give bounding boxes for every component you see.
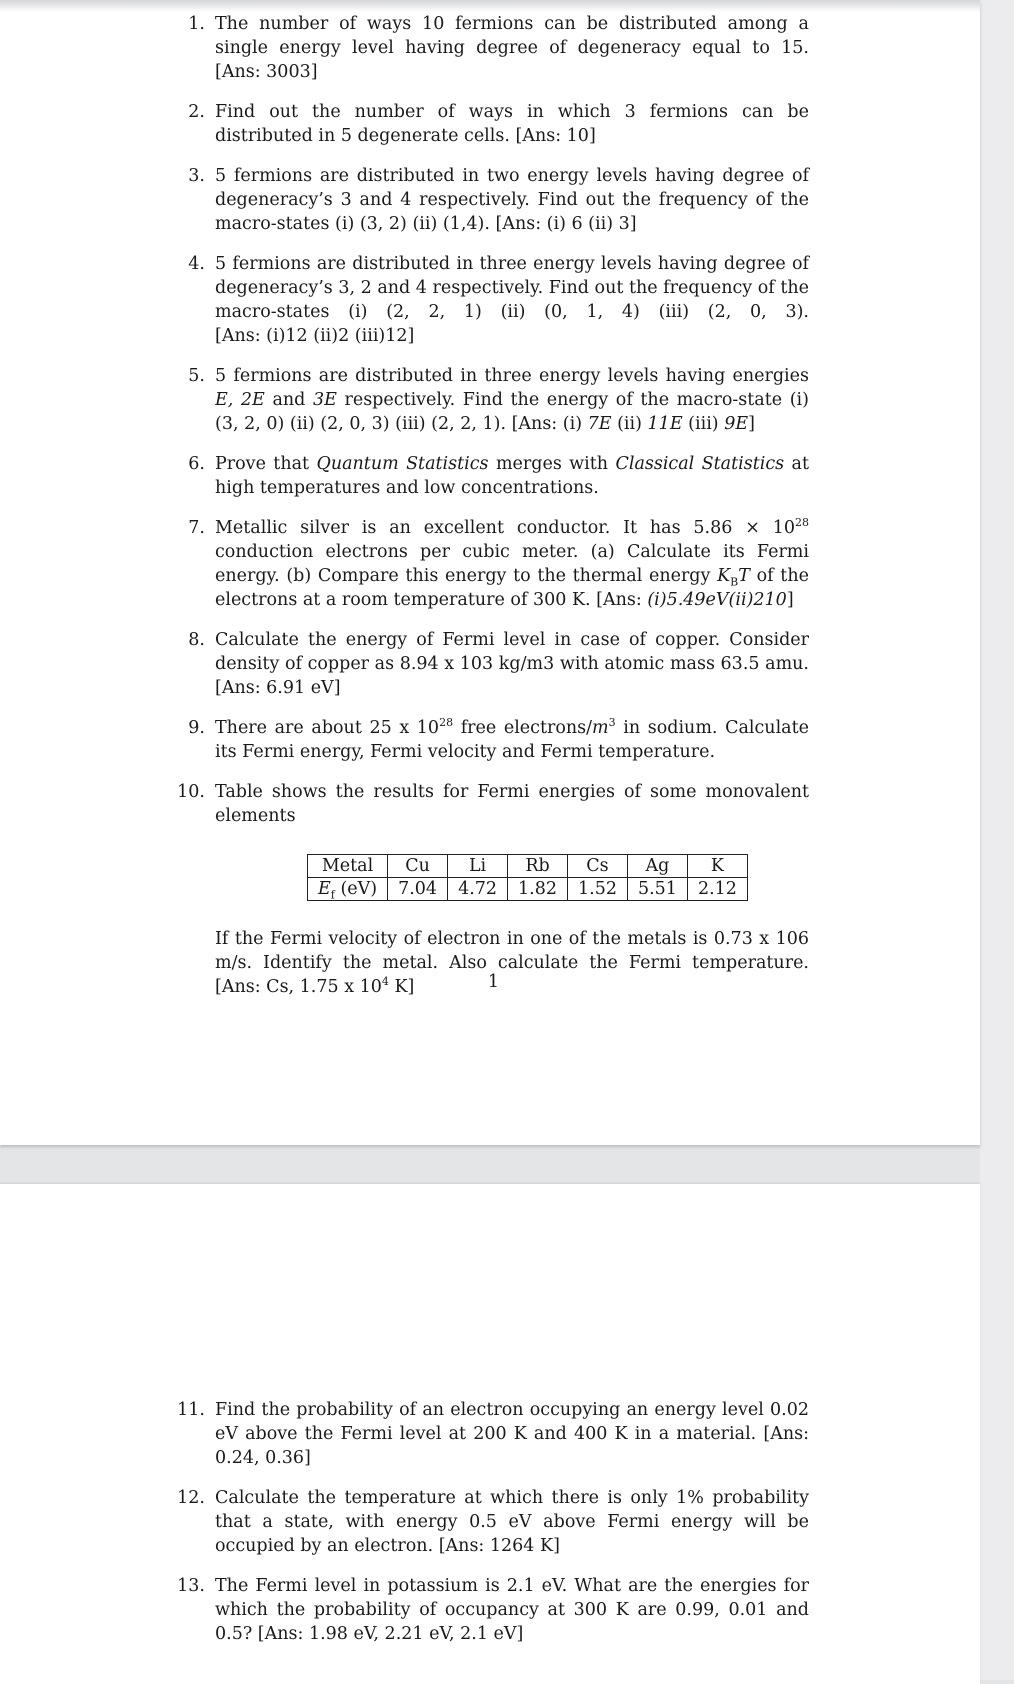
problem-item <box>175 452 809 500</box>
problem-answer: [Ans: 10] <box>515 126 596 146</box>
problem-text: Prove that <box>215 454 310 474</box>
table-row <box>308 878 748 901</box>
page-number: 1 <box>487 972 500 992</box>
problem-item <box>175 252 809 348</box>
problem-text: in sodium. Calculate its Fermi energy, Fermi velocity and Fermi temperature. <box>215 718 809 762</box>
problem-text: and <box>272 390 306 410</box>
subscript: B <box>730 575 739 589</box>
problem-text: Calculate the energy of Fermi level in case of copper. Consider density of copper as 8.94 x 103 kg/m3 with atomic mass 63.5 amu. <box>215 630 809 674</box>
problem-text: Table shows the results for Fermi energies of some monovalent elements <box>215 782 809 826</box>
problem-item <box>175 164 809 236</box>
table-cell: 2.12 <box>687 878 747 901</box>
table-cell: 5.51 <box>627 878 687 901</box>
problem-text: of the electrons at a room temperature of 300 K. [Ans: <box>215 566 809 610</box>
problem-text: conduction electrons per cubic meter. (a) Calculate its Fermi energy. (b) Compare this energy to the thermal energy <box>215 542 809 586</box>
problem-number: 10. <box>177 782 205 802</box>
math-expression: E <box>318 879 331 899</box>
viewer-scroll-gutter[interactable] <box>980 0 1014 1680</box>
problem-text: The Fermi level in potassium is 2.1 eV. What are the energies for which the probability of occupancy at 300 K are 0.99, 0.01 and 0.5? <box>215 1576 809 1644</box>
table-header-cell <box>308 878 388 901</box>
problem-number: 13. <box>177 1576 205 1596</box>
math-expression: 3E <box>312 390 337 410</box>
math-expression: K <box>717 566 731 586</box>
problem-number: 1. <box>188 14 205 34</box>
problem-number: 9. <box>188 718 205 738</box>
problem-item <box>175 1398 809 1470</box>
table-cell: Rb <box>508 855 568 878</box>
table-cell: Cu <box>388 855 448 878</box>
problem-text: (ii) <box>617 414 642 434</box>
problem-number: 3. <box>188 166 205 186</box>
problem-item <box>175 1574 809 1646</box>
problem-number: 5. <box>188 366 205 386</box>
superscript: 4 <box>381 975 389 989</box>
problem-number: 8. <box>188 630 205 650</box>
problem-item <box>175 100 809 148</box>
closing-bracket: ] <box>748 414 755 434</box>
problem-answer: [Ans: 6.91 eV] <box>215 678 341 698</box>
problem-text: 5 fermions are distributed in three energy levels having energies <box>215 366 809 386</box>
math-expression: T <box>738 566 750 586</box>
problem-item <box>175 628 809 700</box>
problem-number: 2. <box>188 102 205 122</box>
math-expression: 9E <box>724 414 749 434</box>
problem-item <box>175 12 809 84</box>
problem-text: at high temperatures and low concentrations. <box>215 454 809 498</box>
problem-answer: [Ans: (i)12 (ii)2 (iii)12] <box>215 326 415 346</box>
table-cell: 7.04 <box>388 878 448 901</box>
problem-text: respectively. Find the energy of the macro-state (i) (3, 2, 0) (ii) (2, 0, 3) (iii) (2, 2, 1). [Ans: (i) <box>215 390 809 434</box>
problem-item <box>175 516 809 612</box>
problem-text: (iii) <box>688 414 719 434</box>
problem-answer: [Ans: 1.98 eV, 2.21 eV, 2.1 eV] <box>257 1624 524 1644</box>
problem-text: If the Fermi velocity of electron in one of the metals is 0.73 x 106 m/s. Identify the metal. Also calculate the Fermi temperature. [Ans: Cs, 1.75 x 10 <box>215 929 809 997</box>
page-top-shadow <box>0 0 980 12</box>
superscript: 28 <box>795 516 809 530</box>
problem-number: 4. <box>188 254 205 274</box>
superscript: 3 <box>608 716 616 730</box>
problem-item <box>175 1486 809 1558</box>
problem-text: 5 fermions are distributed in three energy levels having degree of degeneracy’s 3, 2 and 4 respectively. Find out the frequency of the macro-states (i) (2, 2, 1) (ii) (0, 1, 4) (iii) (2, 0, 3). <box>215 254 809 322</box>
problem-answer: [Ans: 1264 K] <box>438 1536 560 1556</box>
table-row <box>308 855 748 878</box>
problem-answer: [Ans: 0.24, 0.36] <box>215 1424 809 1468</box>
problem-text: Calculate the temperature at which there is only 1% probability that a state, with energy 0.5 eV above Fermi energy will be occupied by an electron. <box>215 1488 809 1556</box>
emphasis-term: Classical Statistics <box>615 454 785 474</box>
problem-text: The number of ways 10 fermions can be distributed among a single energy level having degree of degeneracy equal to 15. <box>215 14 809 58</box>
math-answer: (i)5.49eV(ii)210 <box>647 590 787 610</box>
problem-text: merges with <box>495 454 609 474</box>
table-cell: Li <box>448 855 508 878</box>
problem-number: 7. <box>188 518 205 538</box>
closing-bracket: ] <box>786 590 794 610</box>
problem-item <box>175 716 809 764</box>
math-expression: m <box>592 718 609 738</box>
table-header-cell: Metal <box>308 855 388 878</box>
problem-text: Find the probability of an electron occupying an energy level 0.02 eV above the Fermi level at 200 K and 400 K in a material. <box>215 1400 809 1444</box>
problem-text: Find out the number of ways in which 3 fermions can be distributed in 5 degenerate cells. <box>215 102 809 146</box>
table-cell: 1.82 <box>508 878 568 901</box>
problem-text: free electrons/ <box>460 718 593 738</box>
problem-answer: [Ans: 3003] <box>215 62 318 82</box>
table-cell: Cs <box>568 855 628 878</box>
unit-label: (eV) <box>340 879 378 899</box>
problem-list-page-1 <box>175 12 809 1015</box>
math-expression: E, 2E <box>215 390 265 410</box>
table-cell: K <box>687 855 747 878</box>
emphasis-term: Quantum Statistics <box>316 454 489 474</box>
math-expression: 7E <box>587 414 612 434</box>
problem-answer: [Ans: (i) 6 (ii) 3] <box>495 214 637 234</box>
subscript: f <box>330 888 335 902</box>
problem-item <box>175 364 809 436</box>
problem-number: 6. <box>188 454 205 474</box>
problem-text: K] <box>394 977 415 997</box>
math-expression: 11E <box>647 414 683 434</box>
table-cell: 1.52 <box>568 878 628 901</box>
fermi-energy-table <box>307 854 748 901</box>
problem-text: There are about 25 x 10 <box>215 718 440 738</box>
problem-item <box>175 780 809 999</box>
table-cell: Ag <box>627 855 687 878</box>
problem-number: 11. <box>177 1400 205 1420</box>
problem-list-page-2 <box>175 1398 809 1662</box>
problem-number: 12. <box>177 1488 205 1508</box>
superscript: 28 <box>439 716 454 730</box>
problem-text: 5 fermions are distributed in two energy levels having degree of degeneracy’s 3 and 4 respectively. Find out the frequency of the macro-states (i) (3, 2) (ii) (1,4). <box>215 166 809 234</box>
table-cell: 4.72 <box>448 878 508 901</box>
problem-text: Metallic silver is an excellent conductor. It has 5.86 × 10 <box>215 518 795 538</box>
